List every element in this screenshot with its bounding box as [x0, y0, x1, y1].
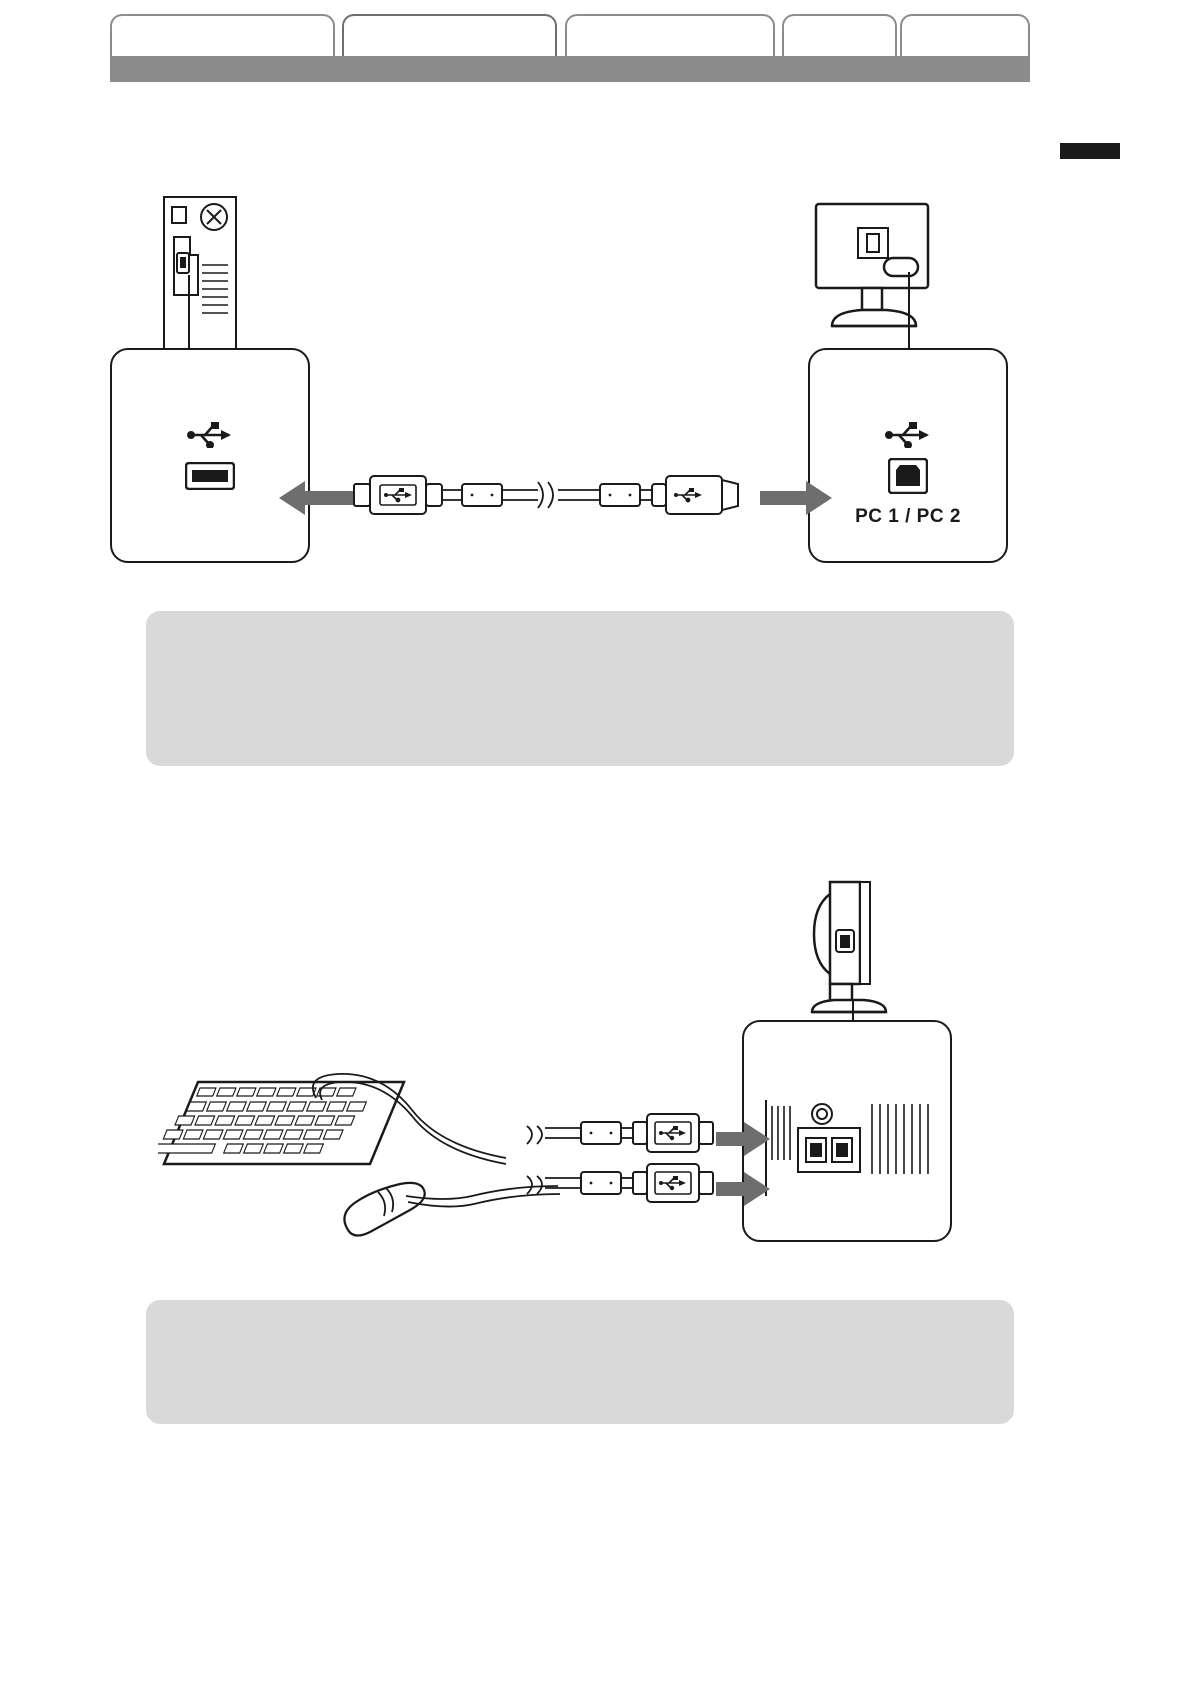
header-tab-bar — [110, 12, 1030, 82]
monitor-port-label: PC 1 / PC 2 — [855, 506, 961, 527]
note-box-lower — [146, 1300, 1014, 1424]
pc-usb-port-panel — [110, 348, 310, 563]
header-tab-1[interactable] — [110, 14, 335, 56]
monitor-port-leader-line — [908, 272, 910, 354]
header-tab-3[interactable] — [565, 14, 775, 56]
header-tab-5[interactable] — [900, 14, 1030, 56]
pc-tower-illustration — [160, 195, 240, 355]
usb-cable-illustration — [352, 462, 762, 532]
pc-port-leader-line — [188, 275, 190, 353]
usb-trident-icon — [885, 422, 931, 448]
keyboard-usb-plug — [525, 1108, 725, 1158]
monitor-side-leader-line — [852, 1000, 854, 1022]
usb-type-b-port-icon — [888, 458, 928, 494]
monitor-usb-upstream-panel — [808, 348, 1008, 563]
monitor-usb-downstream-panel — [742, 1020, 952, 1242]
header-tab-2[interactable] — [342, 14, 557, 56]
header-tab-4[interactable] — [782, 14, 897, 56]
note-box-upper — [146, 611, 1014, 766]
usb-type-a-port-icon — [185, 462, 235, 490]
page-corner-marker — [1060, 143, 1120, 159]
mouse-usb-plug — [525, 1158, 725, 1208]
monitor-side-view-illustration — [800, 880, 910, 1020]
monitor-port-detail-graphic — [764, 1100, 936, 1200]
header-bar — [110, 56, 1030, 82]
usb-trident-icon — [187, 422, 233, 448]
monitor-illustration — [812, 200, 932, 340]
